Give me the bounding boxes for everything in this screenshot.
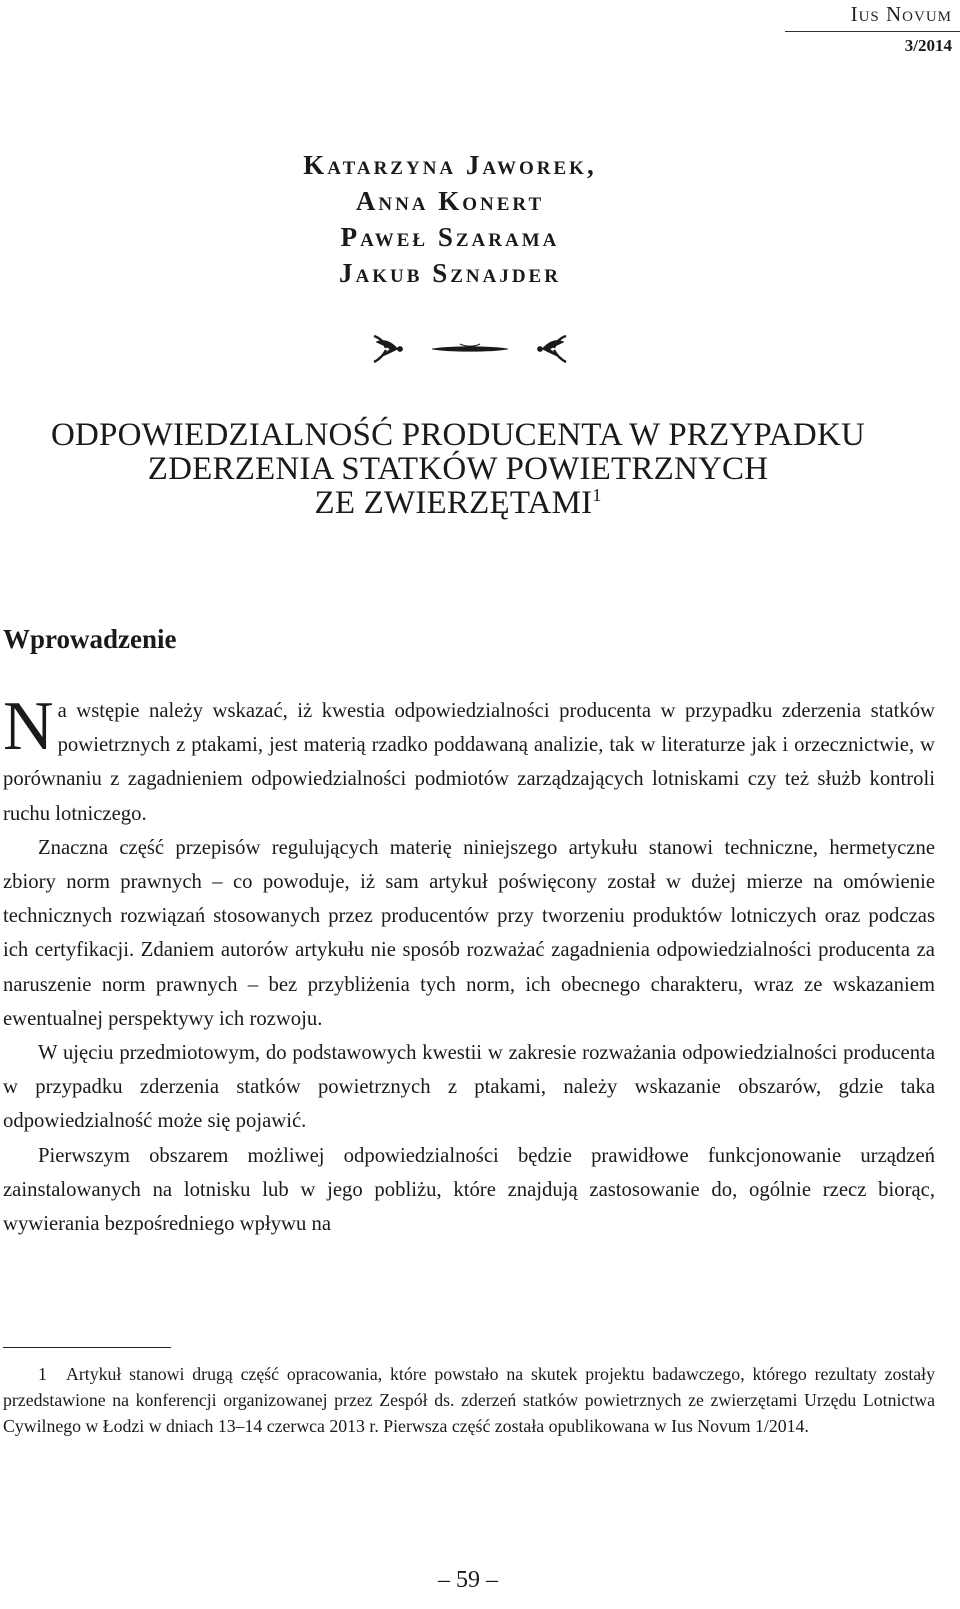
paragraph: W ujęciu przedmiotowym, do podstawowych kwestii w zakresie rozważania odpowiedzialności producenta w przypadku zderzenia statków powietrznych z ptakami, należy wskazanie obszarów, gdzie taka odpowiedzialność może się pojawić. [3, 1042, 935, 1133]
footnote-number: 1 [38, 1364, 47, 1384]
author-list [0, 147, 900, 291]
footnote [3, 1361, 935, 1439]
author-name: Jakub Sznajder [339, 258, 561, 288]
journal-name: Ius Novum [850, 2, 952, 26]
issue-number: 3/2014 [904, 36, 952, 55]
footnote-reference[interactable]: 1 [592, 485, 602, 505]
section-heading: Wprowadzenie [3, 624, 177, 654]
article-body [3, 688, 935, 1241]
paragraph-text: a wstępie należy wskazać, iż kwestia odpowiedzialności producenta w przypadku zderzenia statków powietrznych z ptakami, jest materią rzadko poddawaną analizie, tak w literaturze jak i orzecznictwie, w porównaniu z zagadnieniem odpowiedzialności podmiotów zarządzających lotniskami czy też służb kontroli ruchu lotniczego. [3, 700, 935, 825]
journal-header [780, 0, 960, 58]
article-title [0, 418, 916, 520]
footnote-text: Artykuł stanowi drugą część opracowania, które powstało na skutek projektu badawczego, którego rezultaty zostały przedstawione na konferencji organizowanej przez Zespół ds. zderzeń statków powietrznych ze zwierzętami Urzędu Lotnictwa Cywilnego w Łodzi w dniach 13–14 czerwca 2013 r. Pierwsza część została opublikowana w Ius Novum 1/2014. [3, 1364, 935, 1436]
footnote-rule [3, 1347, 171, 1348]
page-number: – 59 – [438, 1567, 498, 1593]
header-rule [785, 31, 960, 32]
title-line: ODPOWIEDZIALNOŚĆ PRODUCENTA W PRZYPADKU [50, 417, 866, 453]
paragraph [3, 688, 935, 831]
author-name: Anna Konert [355, 186, 545, 216]
title-line: ZDERZENIA STATKÓW POWIETRZNYCH [147, 451, 769, 487]
floral-divider-icon [370, 332, 570, 366]
drop-cap: N [3, 688, 54, 765]
paragraph: Pierwszym obszarem możliwej odpowiedzialności będzie prawidłowe funkcjonowanie urządzeń zainstalowanych na lotnisku lub w jego pobliżu, które znajdują zastosowanie do, ogólnie rzecz biorąc, wywierania bezpośredniego wpływu na [3, 1144, 935, 1236]
author-name: Paweł Szarama [340, 222, 560, 252]
title-text: ZE ZWIERZĘTAMI [314, 485, 593, 521]
author-name: Katarzyna Jaworek, [303, 150, 597, 180]
title-line-last [0, 486, 916, 520]
paragraph: Znaczna część przepisów regulujących materię niniejszego artykułu stanowi techniczne, hermetyczne zbiory norm prawnych – co powoduje, iż sam artykuł poświęcony został w dużej mierze na omówienie technicznych rozwiązań stosowanych przez producentów przy tworzeniu produktów lotniczych oraz podczas ich certyfikacji. Zdaniem autorów artykułu nie sposób rozważać zagadnienia odpowiedzialności producenta za naruszenie norm prawnych – bez przybliżenia tych norm, ich obecnego charakteru, wraz ze wskazaniem ewentualnej perspektywy ich rozwoju. [3, 836, 935, 1030]
